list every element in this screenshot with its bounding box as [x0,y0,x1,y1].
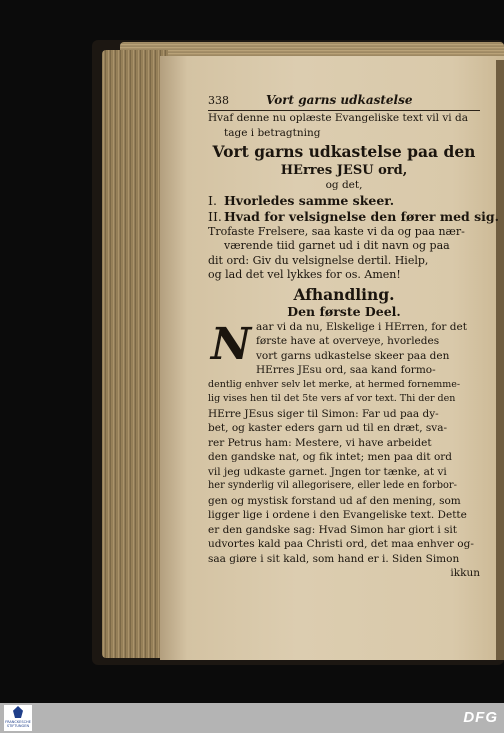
body-line-16: udvortes kald paa Christi ord, det maa enhver og- [208,538,474,550]
prayer-line-4: og lad det vel lykkes for os. Amen! [208,268,401,281]
body-text [208,320,480,581]
body-line-9: rer Petrus ham: Mestere, vi have arbeidet [208,436,432,449]
division-item-2 [208,208,500,225]
body-line-13: gen og mystisk forstand ud af den mening, som [208,494,461,507]
body-line-1: aar vi da nu, Elskelige i HErren, for det [256,320,467,333]
book-right-leaf [496,60,504,660]
drop-cap: N [210,318,252,370]
division-text-2: Hvad for velsignelse den fører med sig. [224,208,500,224]
division-num-1: I. [208,192,217,208]
division-item-1 [208,193,480,209]
book-page-edges [102,50,168,658]
body-line-10: den gandske nat, og fik intet; men paa dit ord [208,451,453,463]
body-line-7: HErre JEsus siger til Simon: Far ud paa dy- [208,407,439,420]
prayer-line-3: dit ord: Giv du velsignelse dertil. Hielp, [208,253,429,267]
section-subtitle: Den første Deel. [287,303,401,319]
og-det: og det, [325,179,363,191]
page-text [208,92,500,581]
body-line-5: dentlig enhver selv let merke, at hermed fornemme- [208,378,461,390]
page-number: 338 [208,94,229,107]
division-text-1: Hvorledes samme skeer. [224,192,395,208]
body-line-12: her synderlig vil allegorisere, eller lede en forbor- [208,480,457,491]
body-line-3: vort garns udkastelse skeer paa den [256,349,450,362]
logo-text: FRANCKESCHE STIFTUNGEN [5,720,31,728]
section-title: Afhandling. [293,284,395,304]
body-line-17: saa giøre i sit kald, som hand er i. Siden Simon [208,552,460,565]
body-line-8: bet, og kaster eders garn ud til en dræt, sva- [208,422,448,434]
dfg-logo[interactable]: DFG [463,709,498,726]
viewer-footer-bar [0,703,504,733]
body-line-11: vil jeg udkaste garnet. Jngen tor tænke, at vi [208,465,447,478]
intro-line-1: Hvaf denne nu oplæste Evangeliske text vil vi da [208,112,468,124]
page-header [208,92,480,111]
franckesche-stiftungen-logo[interactable] [4,705,32,731]
body-line-6: lig vises hen til det 5te vers af vor text. Thi der den [208,393,456,404]
prayer-line-2: værende tiid garnet ud i dit navn og paa [224,239,450,252]
body-line-14: ligger lige i ordene i den Evangeliske text. Dette [208,509,467,521]
logo-emblem-icon [13,706,23,718]
sermon-title-line-1: Vort garns udkastelse paa den [212,142,476,161]
catchword: ikkun [450,567,480,579]
division-num-2: II. [208,208,222,224]
body-line-15: er den gandske sag: Hvad Simon har giort i sit [208,523,457,536]
prayer-line-1: Trofaste Frelsere, saa kaste vi da og paa nær- [208,224,465,238]
body-line-2: første have at overveye, hvorledes [256,335,440,347]
sermon-title-line-2: HErres JESU ord, [280,163,408,178]
body-line-4: HErres JEsu ord, saa kand formo- [256,364,436,376]
running-head: Vort garns udkastelse [266,93,413,107]
intro-line-2: tage i betragtning [224,126,321,139]
